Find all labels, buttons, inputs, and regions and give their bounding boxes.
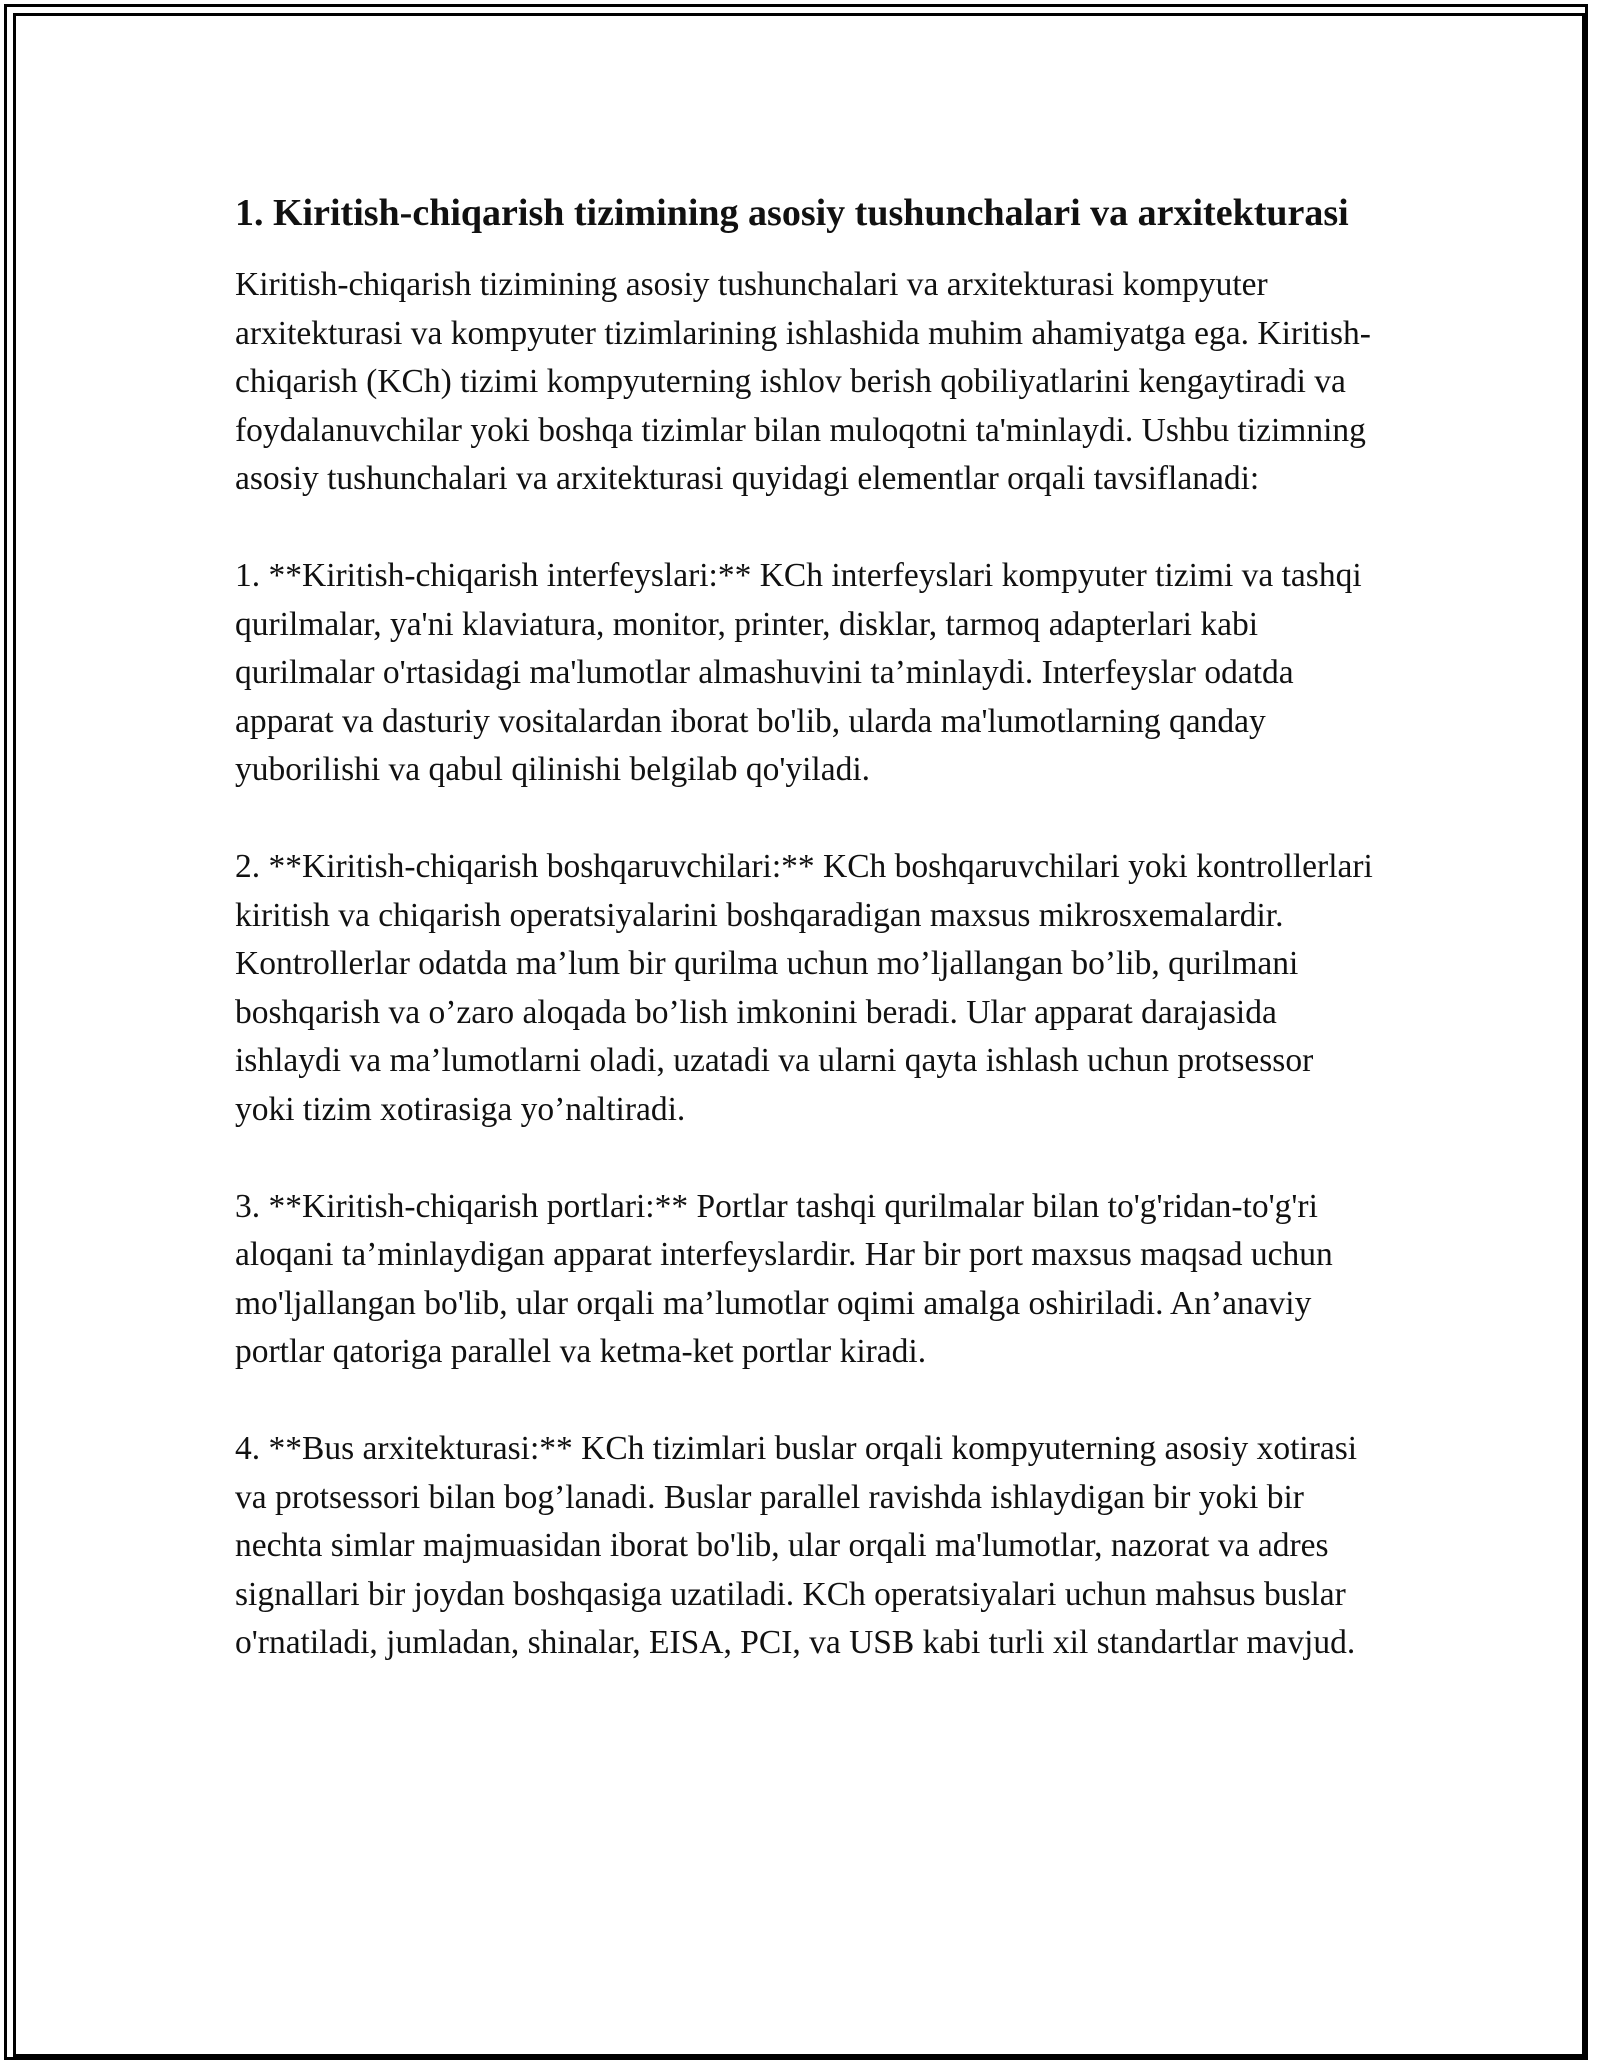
paragraph-io-ports: 3. **Kiritish-chiqarish portlari:** Portlar tashqi qurilmalar bilan to'g'ridan-to'g'ri aloqani ta’minlaydigan apparat interfeyslardir. Har bir port maxsus maqsad uchun mo'ljallangan bo'lib, ular orqali ma’lumotlar oqimi amalga oshiriladi. An’anaviy portlar qatoriga parallel va ketma-ket portlar kiradi. [235, 1187, 1333, 1370]
paragraph-io-interfaces: 1. **Kiritish-chiqarish interfeyslari:** KCh interfeyslari kompyuter tizimi va tashqi qurilmalar, ya'ni klaviatura, monitor, printer, disklar, tarmoq adapterlari kabi qurilmalar o'rtasidagi ma'lumotlar almashuvini ta’minlaydi. Interfeyslar odatda apparat va dasturiy vositalardan iborat bo'lib, ularda ma'lumotlarning qanday yuborilishi va qabul qilinishi belgilab qo'yiladi. [235, 557, 1362, 788]
intro-paragraph: Kiritish-chiqarish tizimining asosiy tushunchalari va arxitekturasi kompyuter arxitekturasi va kompyuter tizimlarining ishlashida muhim ahamiyatga ega. Kiritish-chiqarish (KCh) tizimi kompyuterning ishlov berish qobiliyatlarini kengaytiradi va foydalanuvchilar yoki boshqa tizimlar bilan muloqotni ta'minlaydi. Ushbu tizimning asosiy tushunchalari va arxitekturasi quyidagi elementlar orqali tavsiflanadi: [235, 266, 1371, 497]
section-heading: 1. Kiritish-chiqarish tizimining asosiy tushunchalari va arxitekturasi [235, 192, 1349, 234]
document-body [235, 186, 1375, 1716]
paragraph-bus-architecture: 4. **Bus arxitekturasi:** KCh tizimlari buslar orqali kompyuterning asosiy xotirasi va protsessori bilan bog’lanadi. Buslar parallel ravishda ishlaydigan bir yoki bir nechta simlar majmuasidan iborat bo'lib, ular orqali ma'lumotlar, nazorat va adres signallari bir joydan boshqasiga uzatiladi. KCh operatsiyalari uchun mahsus buslar o'rnatiladi, jumladan, shinalar, EISA, PCI, va USB kabi turli xil standartlar mavjud. [235, 1430, 1358, 1661]
paragraph-io-controllers: 2. **Kiritish-chiqarish boshqaruvchilari:** KCh boshqaruvchilari yoki kontrollerlari kiritish va chiqarish operatsiyalarini boshqaradigan maxsus mikrosxemalardir. Kontrollerlar odatda ma’lum bir qurilma uchun mo’ljallangan bo’lib, qurilmani boshqarish va o’zaro aloqada bo’lish imkonini beradi. Ular apparat darajasida ishlaydi va ma’lumotlarni oladi, uzatadi va ularni qayta ishlash uchun protsessor yoki tizim xotirasiga yo’naltiradi. [235, 848, 1373, 1128]
